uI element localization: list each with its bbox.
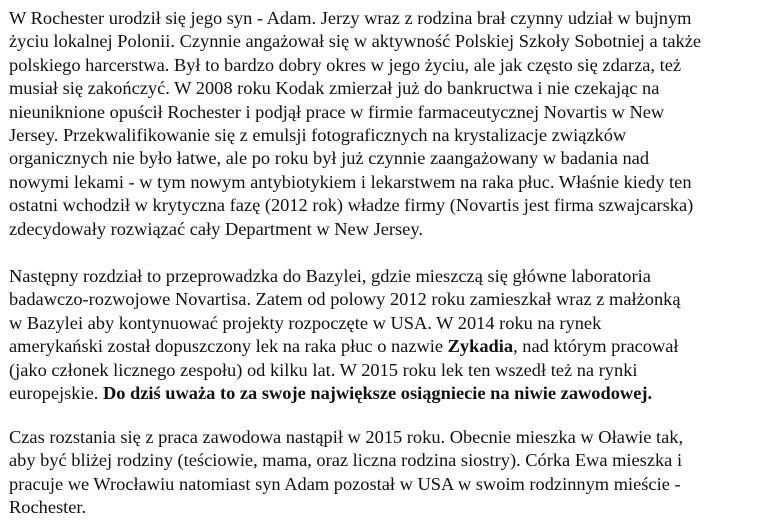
paragraph-1-line-9: ostatni wchodził w krytyczna fazę (2012 rok) władze firmy (Novartis jest firma szwajcarska) [9, 195, 694, 216]
paragraph-2-line-4 [9, 335, 681, 358]
paragraph-3-line-2: aby być bliżej rodziny (teściowie, mama, oraz liczna rodzina siostry). Córka Ewa mieszka i [9, 450, 683, 471]
paragraph-1-line-8: nowymi lekami - w tym nowym antybiotykiem i lekarstwem na raka płuc. Właśnie kiedy ten [9, 171, 692, 192]
paragraph-2-line-4-after: , nad którym pracował [513, 336, 679, 357]
paragraph-2-line-5: (jako członek licznego zespołu) od kilku lat. W 2015 roku lek ten wszedł też na rynki [9, 359, 638, 380]
paragraph-1-line-3: polskiego harcerstwa. Był to bardzo dobry okres w jego życiu, ale jak często się zdarza, też [9, 54, 682, 75]
paragraph-1-line-7: organicznych nie było łatwe, ale po roku był już czynnie zaangażowany w badania nad [9, 148, 650, 169]
paragraph-2-line-6-before: europejskie. [9, 382, 103, 403]
paragraph-2-line-1: Następny rozdział to przeprowadzka do Bazylei, gdzie mieszczą się główne laboratoria [9, 266, 651, 286]
paragraph-1-line-2: życiu lokalnej Polonii. Czynnie angażował się w aktywność Polskiej Szkoły Sobotniej a także [9, 31, 702, 52]
paragraph-1-line-1: W Rochester urodził się jego syn - Adam. Jerzy wraz z rodzina brał czynny udział w bujnym [9, 8, 692, 28]
paragraph-3-line-4: Rochester. [9, 497, 87, 518]
paragraph-3-line-1: Czas rozstania się z praca zawodowa nastąpił w 2015 roku. Obecnie mieszka w Oławie tak, [9, 427, 684, 447]
paragraph-3-line-3: pracuje we Wrocławiu natomiast syn Adam pozostał w USA w swoim rodzinnym mieście - [9, 473, 681, 494]
paragraph-2-line-6 [9, 382, 681, 405]
paragraph-2-line-4-before: amerykański został dopuszczony lek na raka płuc o nazwie [9, 336, 448, 357]
paragraph-2-line-2: badawczo-rozwojowe Novartisa. Zatem od polowy 2012 roku zamieszkał wraz z małżonką [9, 289, 681, 310]
paragraph-2 [9, 265, 681, 405]
paragraph-1-line-6: Jersey. Przekwalifikowanie się z emulsji fotograficznych na krystalizacje związków [9, 124, 627, 145]
paragraph-1-line-10: zdecydowały rozwiązać cały Department w New Jersey. [9, 218, 423, 239]
paragraph-1-line-4: musiał się zakończyć. W 2008 roku Kodak zmierzał już do bankructwa i nie czekając na [9, 78, 660, 99]
drug-name-zykadia: Zykadia [447, 336, 514, 357]
achievement-statement: Do dziś uważa to za swoje największe osiągniecie na niwie zawodowej. [102, 382, 653, 403]
paragraph-1-line-5: nieuniknione opuścił Rochester i podjął prace w firmie farmaceutycznej Novartis w New [9, 101, 665, 122]
paragraph-2-line-3: w Bazylei aby kontynuować projekty rozpoczęte w USA. W 2014 roku na rynek [9, 312, 602, 333]
paragraph-3 [9, 426, 683, 520]
paragraph-1 [9, 7, 701, 241]
